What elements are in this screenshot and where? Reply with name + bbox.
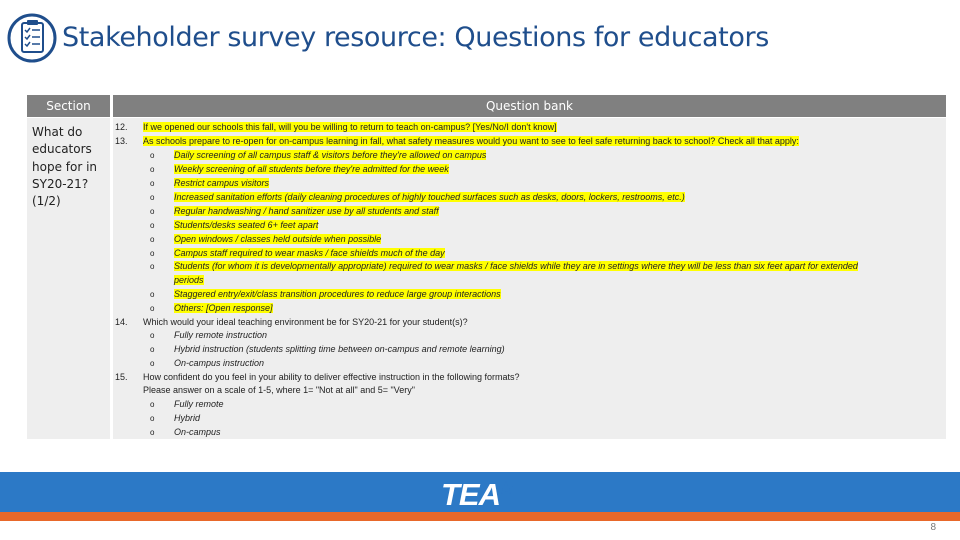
section-column-header: Section xyxy=(27,95,110,117)
bullet-marker: o xyxy=(150,414,155,423)
svg-text:TEA: TEA xyxy=(441,478,500,508)
answer-option: On-campus xyxy=(174,427,221,437)
answer-option: Campus staff required to wear masks / face shields much of the day xyxy=(174,248,445,258)
answer-option: Hybrid instruction (students splitting time between on-campus and remote learning) xyxy=(174,344,505,354)
question-text: If we opened our schools this fall, will you be willing to return to teach on-campus? [Yes/No/I don't know] xyxy=(143,122,557,132)
bullet-marker: o xyxy=(150,221,155,230)
bullet-marker: o xyxy=(150,235,155,244)
page-title: Stakeholder survey resource: Questions for educators xyxy=(62,22,769,53)
answer-option: Fully remote instruction xyxy=(174,330,268,340)
bullet-marker: o xyxy=(150,290,155,299)
bullet-marker: o xyxy=(150,400,155,409)
answer-option: Regular handwashing / hand sanitizer use by all students and staff xyxy=(174,206,439,216)
tea-logo xyxy=(440,478,522,508)
footer-stripe xyxy=(0,512,960,521)
answer-option: Staggered entry/exit/class transition procedures to reduce large group interactions xyxy=(174,289,501,299)
answer-option: Weekly screening of all students before they're admitted for the week xyxy=(174,164,449,174)
bullet-marker: o xyxy=(150,193,155,202)
answer-option: Fully remote xyxy=(174,399,224,409)
question-text: As schools prepare to re-open for on-campus learning in fall, what safety measures would you want to see to feel safe returning back to school? Check all that apply: xyxy=(143,136,799,146)
answer-option: Restrict campus visitors xyxy=(174,178,270,188)
bullet-marker: o xyxy=(150,165,155,174)
answer-option: Increased sanitation efforts (daily cleaning procedures of highly touched surfaces such as desks, doors, lockers, restrooms, etc.) xyxy=(174,192,685,202)
bullet-marker: o xyxy=(150,151,155,160)
page-number: 8 xyxy=(930,522,936,533)
question-bank-column-header: Question bank xyxy=(113,95,946,117)
answer-option: Others: [Open response] xyxy=(174,303,273,313)
bullet-marker: o xyxy=(150,304,155,313)
checklist-icon xyxy=(6,12,58,64)
bullet-marker: o xyxy=(150,179,155,188)
answer-option: Daily screening of all campus staff & visitors before they're allowed on campus xyxy=(174,150,487,160)
question-number: 15. xyxy=(115,372,128,382)
bullet-marker: o xyxy=(150,207,155,216)
section-label: What do educators hope for in SY20-21? (1/2) xyxy=(32,125,98,209)
question-number: 14. xyxy=(115,317,128,327)
question-text: Which would your ideal teaching environment be for SY20-21 for your student(s)? xyxy=(143,317,468,327)
answer-option-continued: periods xyxy=(174,275,204,285)
question-instruction: Please answer on a scale of 1-5, where 1= "Not at all" and 5= "Very" xyxy=(143,385,415,395)
answer-option: Students/desks seated 6+ feet apart xyxy=(174,220,319,230)
answer-option: On-campus instruction xyxy=(174,358,265,368)
bullet-marker: o xyxy=(150,249,155,258)
bullet-marker: o xyxy=(150,428,155,437)
bullet-marker: o xyxy=(150,345,155,354)
question-number: 12. xyxy=(115,122,128,132)
bullet-marker: o xyxy=(150,359,155,368)
bullet-marker: o xyxy=(150,262,155,271)
bullet-marker: o xyxy=(150,331,155,340)
answer-option: Hybrid xyxy=(174,413,201,423)
question-number: 13. xyxy=(115,136,128,146)
question-text: How confident do you feel in your ability to deliver effective instruction in the following formats? xyxy=(143,372,520,382)
answer-option: Students (for whom it is developmentally appropriate) required to wear masks / face shields while they are in settings where they will be less than six feet apart for extended xyxy=(174,261,858,271)
answer-option: Open windows / classes held outside when possible xyxy=(174,234,382,244)
